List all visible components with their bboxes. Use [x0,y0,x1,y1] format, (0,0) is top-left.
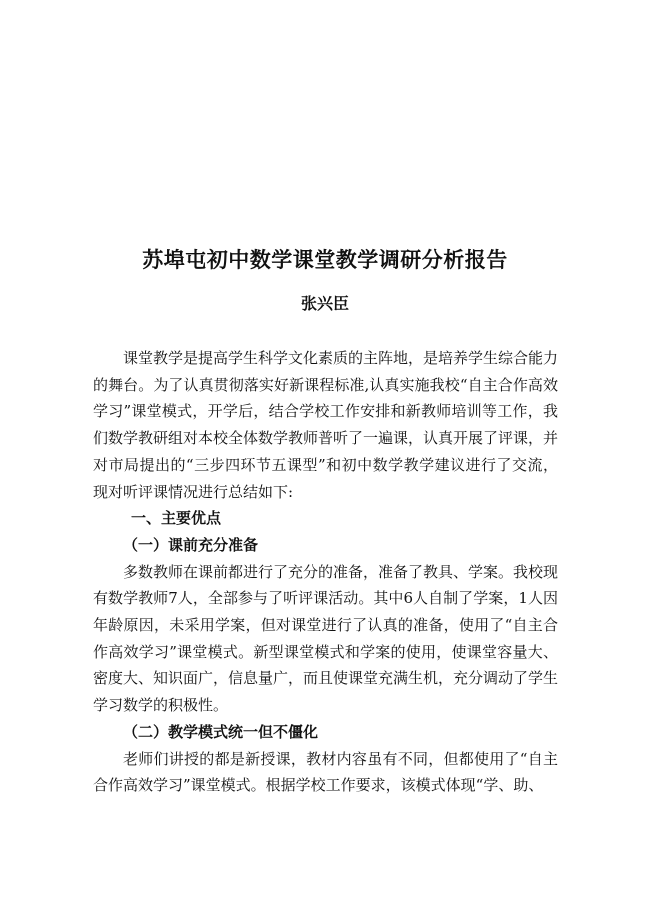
intro-paragraph: 课堂教学是提高学生科学文化素质的主阵地，是培养学生综合能力的舞台。为了认真贯彻落实好新课程标准,认真实施我校“自主合作高效学习”课堂模式，开学后，结合学校工作安排和新教师培训等工作，我们数学教研组对本校全体数学教师普听了一遍课，认真开展了评课，并对市局提出的“三步四环节五课型”和初中数学教学建议进行了交流，现对听评课情况进行总结如下: [93,349,559,501]
subsection-heading-teaching-mode: （二）教学模式统一但不僵化 [123,722,319,741]
document-title: 苏埠屯初中数学课堂教学调研分析报告 [142,248,508,272]
document-body [93,345,558,799]
teaching-mode-paragraph: 老师们讲授的都是新授课，教材内容虽有不同，但都使用了“自主合作高效学习”课堂模式。根据学校工作要求，该模式体现“学、助、 [93,749,558,795]
document-author: 张兴臣 [300,294,349,313]
subsection-heading-preparation: （一）课前充分准备 [123,535,259,554]
section-heading-main-advantages: 一、主要优点 [131,509,222,528]
preparation-paragraph: 多数教师在课前都进行了充分的准备，准备了教具、学案。我校现有数学教师7人，全部参与了听评课活动。其中6人自制了学案，1人因年龄原因，未采用学案，但对课堂进行了认真的准备，使用了“自主合作高效学习”课堂模式。新型课堂模式和学案的使用，使课堂容量大、密度大、知识面广，信息量广，而且使课堂充满生机，充分调动了学生学习数学的积极性。 [93,562,559,715]
